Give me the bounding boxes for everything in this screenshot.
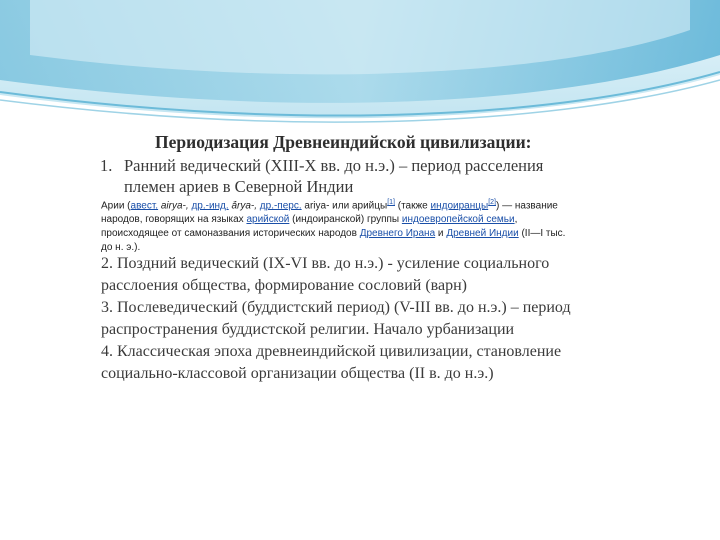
note-text: и bbox=[435, 228, 447, 240]
slide-title: Периодизация Древнеиндийской цивилизации: bbox=[155, 132, 532, 152]
note-text: (индоиранской) группы bbox=[289, 214, 402, 226]
note-text: происходящее от самоназвания исторических народов bbox=[101, 228, 360, 240]
item-number: 1. bbox=[100, 156, 113, 175]
link-ancient-iran[interactable]: Древнего Ирана bbox=[359, 228, 436, 240]
link-drind[interactable]: др.-инд. bbox=[191, 200, 229, 212]
link-drpers[interactable]: др.-перс. bbox=[259, 200, 302, 212]
body-line: расслоения общества, формирование сословий (варн) bbox=[101, 277, 467, 294]
note-line-3 bbox=[101, 227, 621, 241]
body-line: 4. Классическая эпоха древнеиндийской цивилизации, становление bbox=[101, 343, 562, 360]
note-text: (II—I тыс. bbox=[518, 228, 566, 240]
note-text: airya-, bbox=[158, 200, 192, 212]
note-line-4: до н. э.). bbox=[101, 242, 141, 254]
item-text bbox=[124, 155, 624, 197]
header-wave-banner bbox=[0, 0, 720, 130]
body-line: 3. Послеведический (буддистский период) (V-III вв. до н.э.) – период bbox=[101, 299, 571, 316]
note-text: ā́rya-, bbox=[228, 200, 260, 212]
item-line-2: племен ариев в Северной Индии bbox=[124, 177, 354, 196]
ref-link-1[interactable]: [1] bbox=[387, 199, 395, 206]
link-avest[interactable]: авест. bbox=[130, 200, 159, 212]
note-text: ariya- или арийцы bbox=[301, 200, 388, 212]
note-text: народов, говорящих на языках bbox=[101, 214, 247, 226]
link-indoeuropean[interactable]: индоевропейской семьи bbox=[401, 214, 515, 226]
period-list-body bbox=[101, 253, 641, 385]
body-line: 2. Поздний ведический (IX-VI вв. до н.э.) - усиление социального bbox=[101, 255, 550, 272]
link-indoirans[interactable]: индоиранцы bbox=[430, 200, 489, 212]
ref-link-2[interactable]: [2] bbox=[488, 199, 496, 206]
note-text: (также bbox=[394, 200, 431, 212]
body-line: распространения буддистской религии. Начало урбанизации bbox=[101, 321, 515, 338]
note-text: ) — название bbox=[495, 200, 558, 212]
link-ariyskoy[interactable]: арийской bbox=[246, 214, 290, 226]
item-line-1: Ранний ведический (XIII-X вв. до н.э.) – период расселения bbox=[124, 156, 544, 175]
note-line-1 bbox=[101, 196, 621, 213]
note-text: Арии ( bbox=[101, 200, 131, 212]
arii-footnote bbox=[101, 196, 621, 255]
note-line-2 bbox=[101, 213, 621, 227]
link-ancient-india[interactable]: Древней Индии bbox=[446, 228, 519, 240]
note-text: , bbox=[514, 214, 518, 226]
body-line: социально-классовой организации общества (II в. до н.э.) bbox=[101, 365, 494, 382]
